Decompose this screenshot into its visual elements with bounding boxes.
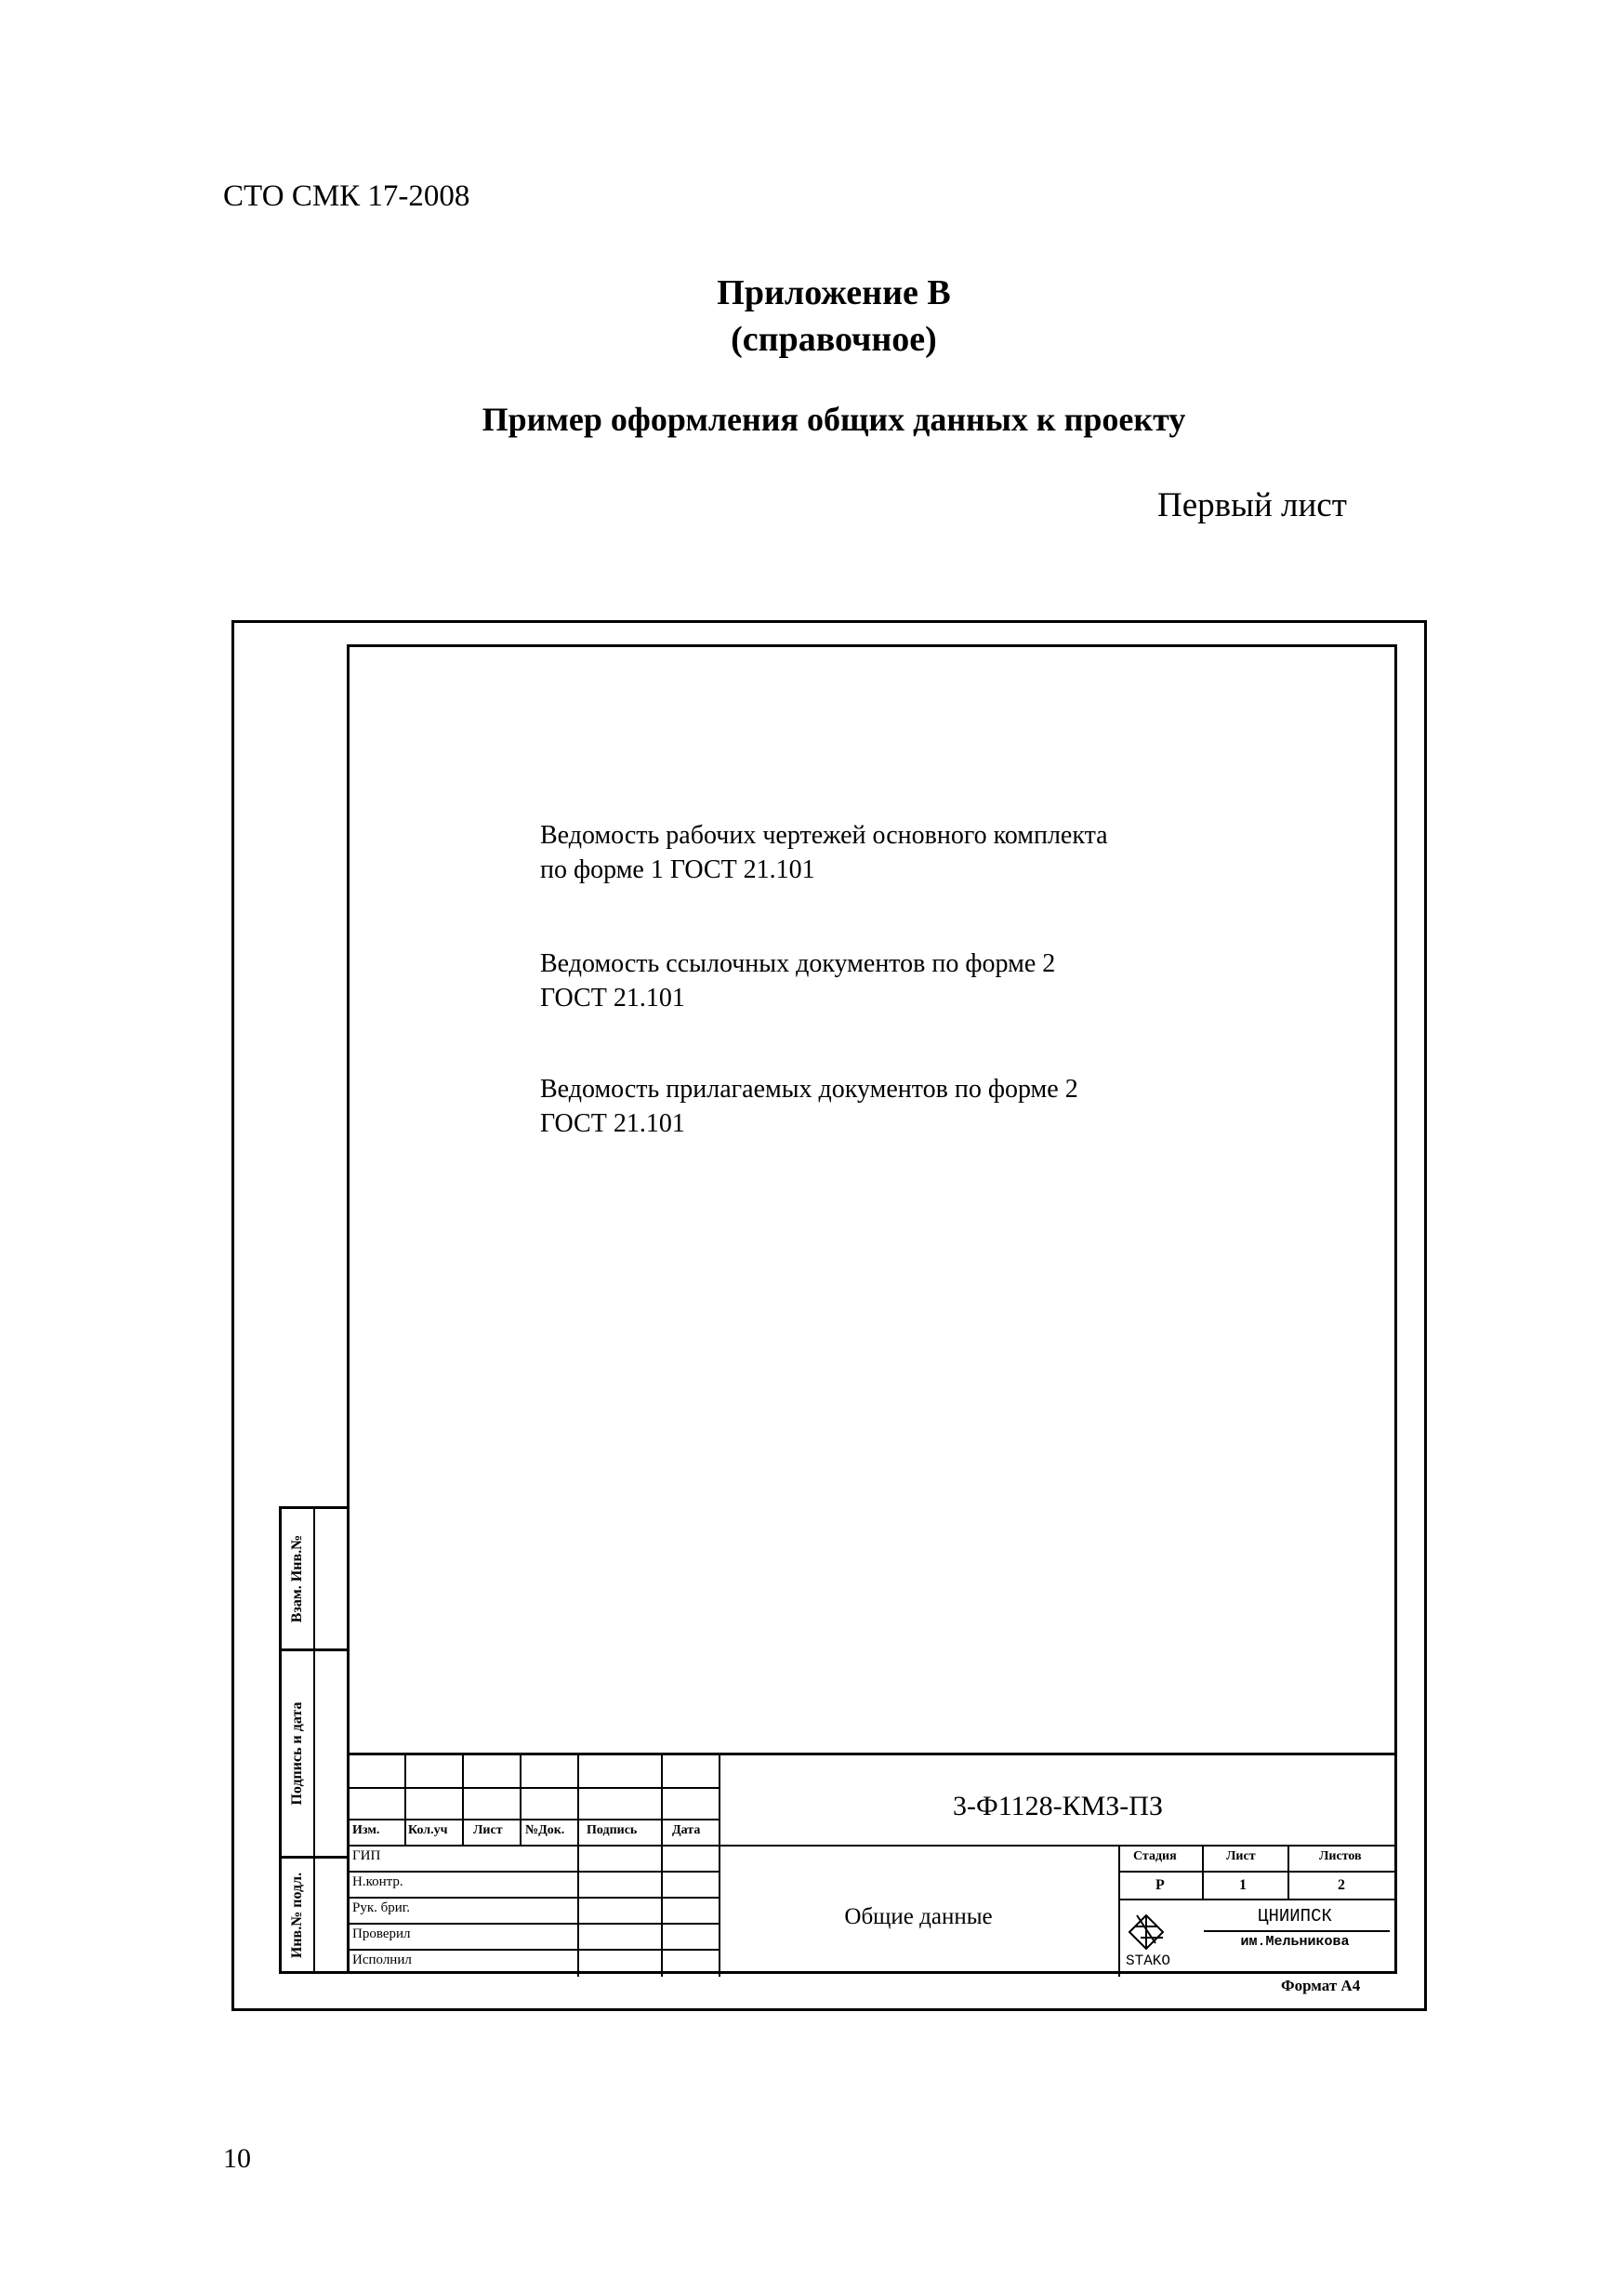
- side-stamp-replacement: Взам. Инв.№: [279, 1506, 347, 1651]
- stako-logo-icon: [1124, 1902, 1174, 1953]
- role-label: Рук. бриг.: [352, 1900, 410, 1915]
- sheets-header: Листов: [1319, 1849, 1362, 1863]
- sheet-number: 1: [1239, 1877, 1247, 1893]
- sheet-label: Первый лист: [1157, 486, 1347, 524]
- appendix-subtitle: (справочное): [731, 320, 937, 359]
- stage-value: Р: [1155, 1877, 1165, 1893]
- role-label: Проверил: [352, 1926, 411, 1941]
- column-header: Лист: [473, 1823, 503, 1837]
- logo-text: STAKO: [1126, 1953, 1171, 1969]
- side-stamp-inventory: Инв.№ подл.: [279, 1856, 347, 1974]
- appendix-title: Приложение В: [717, 273, 951, 312]
- page-number: 10: [223, 2143, 251, 2174]
- organization-subtitle: им.Мельникова: [1240, 1934, 1350, 1950]
- column-header: Дата: [672, 1823, 701, 1837]
- sheet-header: Лист: [1226, 1849, 1256, 1863]
- sheets-total: 2: [1338, 1877, 1345, 1893]
- role-label: Исполнил: [352, 1953, 412, 1967]
- sheet-list-item: Ведомость рабочих чертежей основного комплекта по форме 1 ГОСТ 21.101: [540, 821, 1108, 884]
- sheet-name: Общие данные: [844, 1904, 993, 1929]
- appendix-heading: Пример оформления общих данных к проекту: [482, 401, 1186, 438]
- column-header: №Док.: [525, 1823, 565, 1837]
- title-block: [347, 1753, 1397, 1977]
- standard-code: СТО СМК 17-2008: [223, 179, 470, 213]
- role-label: Н.контр.: [352, 1874, 403, 1889]
- organization-name: ЦНИИПСК: [1258, 1906, 1332, 1926]
- sheet-format: Формат А4: [1281, 1977, 1361, 1994]
- document-number: 3-Ф1128-КМЗ-ПЗ: [953, 1791, 1163, 1821]
- sheet-list-item: Ведомость ссылочных документов по форме 2 ГОСТ 21.101: [540, 949, 1056, 1013]
- sheet-list-item: Ведомость прилагаемых документов по форме 2 ГОСТ 21.101: [540, 1075, 1078, 1138]
- column-header: Подпись: [587, 1823, 638, 1837]
- column-header: Изм.: [352, 1823, 380, 1837]
- stage-header: Стадия: [1133, 1849, 1177, 1863]
- role-label: ГИП: [352, 1848, 381, 1863]
- column-header: Кол.уч: [408, 1823, 448, 1837]
- side-stamp-signature: Подпись и дата: [279, 1648, 347, 1859]
